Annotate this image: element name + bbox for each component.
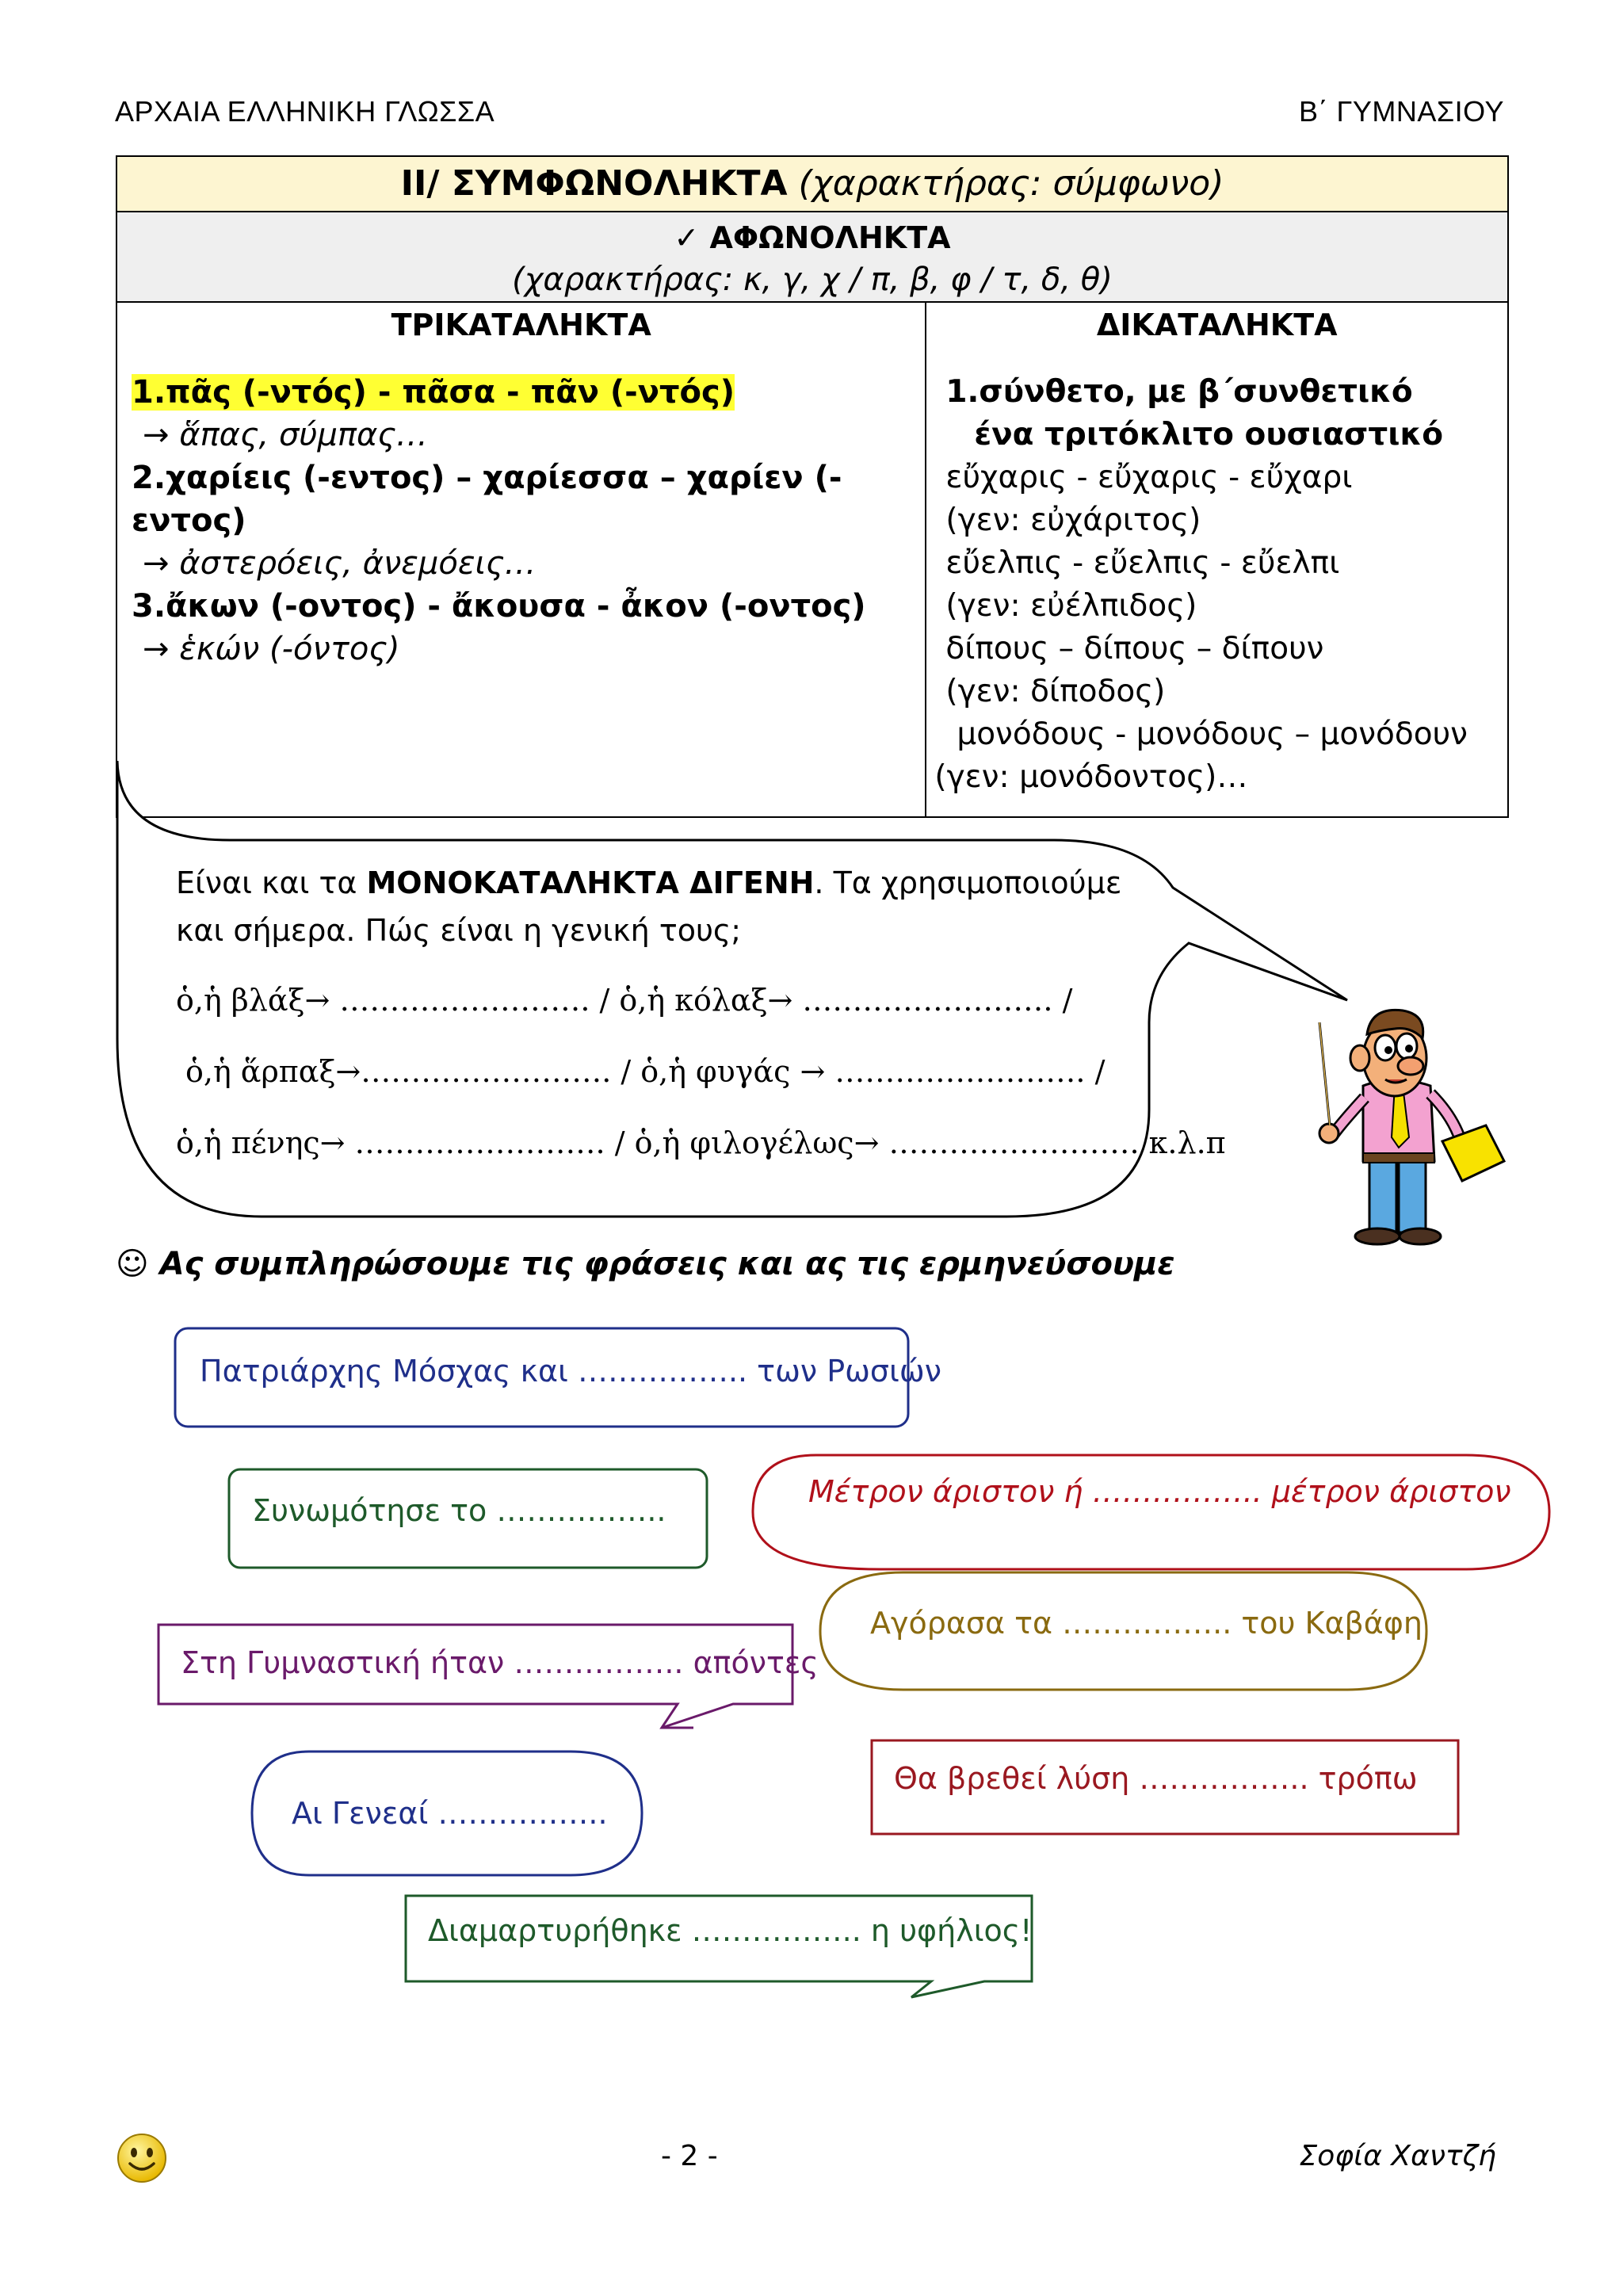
subtitle-note: (χαρακτήρας: κ, γ, χ / π, β, φ / τ, δ, θ) [512,262,1113,298]
phrase-6: Θα βρεθεί λύση …………….. τρόπω [894,1761,1418,1796]
phrase-7: Αι Γενεαί …………….. [292,1796,608,1831]
subtitle-label: ΑΦΩΝΟΛΗΚΤΑ [709,220,951,255]
example-r5: δίπους – δίπους – δίπουν [945,631,1324,667]
rule-line-r2: ένα τριτόκλιτο ουσιαστικό [974,417,1444,453]
table-title-bold: ΙΙ/ ΣΥΜΦΩΝΟΛΗΚΤΑ [400,163,788,204]
instruction-text: ☺ Ας συμπληρώσουμε τις φράσεις και ας τις ερμηνεύσουμε [116,1246,1175,1282]
header-grade: Β΄ ΓΥΜΝΑΣΙΟΥ [1299,95,1504,128]
example-r2: (γεν: εὐχάριτος) [945,502,1201,538]
bubble-exercise-1: ὁ,ἡ βλάξ→ ……………………. / ὁ,ἡ κόλαξ→ ……………………. / [176,983,1073,1018]
column-head-left: ΤΡΙΚΑΤΑΛΗΚΤΑ [391,308,651,342]
phrase-1: Πατριάρχης Μόσχας και …………….. των Ρωσιών [200,1354,941,1389]
check-icon: ✓ [674,220,700,255]
header-subject: ΑΡΧΑΙΑ ΕΛΛΗΝΙΚΗ ΓΛΩΣΣΑ [115,95,495,128]
rule-line-1: 1.πᾶς (-ντός) - πᾶσα - πᾶν (-ντός) [132,374,735,411]
rule-line-r1: 1.σύνθετο, με β΄συνθετικό [945,374,1413,410]
example-r4: (γεν: εὐέλπιδος) [945,588,1197,624]
bubble-text-b: ΜΟΝΟΚΑΤΑΛΗΚΤΑ ΔΙΓΕΝΗ [366,865,815,900]
example-r1: εὔχαρις - εὔχαρις - εὔχαρι [945,460,1353,495]
smiley-icon [116,2132,168,2184]
phrase-2: Συνωμότησε το …………….. [252,1493,666,1528]
rule-line-3: 3.ἄκων (-οντος) - ἄκουσα - ἆκον (-οντος) [132,588,866,625]
author-name: Σοφία Χαντζή [1299,2140,1496,2172]
rule-example-1: → ἅπας, σύμπας… [143,417,428,453]
bubble-exercise-3: ὁ,ἡ πένης→ ……………………. / ὁ,ἡ φιλογέλως→ ……………………. κ.λ.π [176,1125,1226,1160]
bubble-text-c: . Τα χρησιμοποιούμε [814,865,1122,900]
rule-example-3: → ἑκών (-όντος) [143,631,400,667]
example-r6: (γεν: δίποδος) [945,674,1166,709]
rule-example-2: → ἀστερόεις, ἀνεμόεις… [143,545,537,582]
phrase-4: Αγόρασα τα …………….. του Καβάφη [870,1606,1423,1641]
example-r3: εὔελπις - εὔελπις - εὔελπι [945,545,1340,581]
phrase-5: Στη Γυμναστική ήταν …………….. απόντες [181,1645,819,1680]
example-r8: (γεν: μονόδοντος)… [934,759,1248,795]
column-head-right: ΔΙΚΑΤΑΛΗΚΤΑ [1096,308,1338,342]
bubble-exercise-2: ὁ,ἡ ἅρπαξ→……………………. / ὁ,ἡ φυγάς → ……………………. / [185,1054,1106,1089]
teacher-cartoon-icon [1284,991,1522,1260]
bubble-text-a: Είναι και τα [176,865,367,900]
example-r7: μονόδους - μονόδους – μονόδουν [957,716,1468,752]
rule-line-2: 2.χαρίεις (-εντος) – χαρίεσσα – χαρίεν (-εντος) [132,460,842,539]
phrase-3: Μέτρον άριστον ή …………….. μέτρον άριστον [808,1474,1511,1509]
table-title-italic: (χαρακτήρας: σύμφωνο) [787,163,1224,204]
page-number: - 2 - [661,2140,718,2172]
phrase-8: Διαμαρτυρήθηκε …………….. η υφήλιος! [428,1913,1033,1948]
bubble-question: και σήμερα. Πώς είναι η γενική τους; [176,913,742,948]
